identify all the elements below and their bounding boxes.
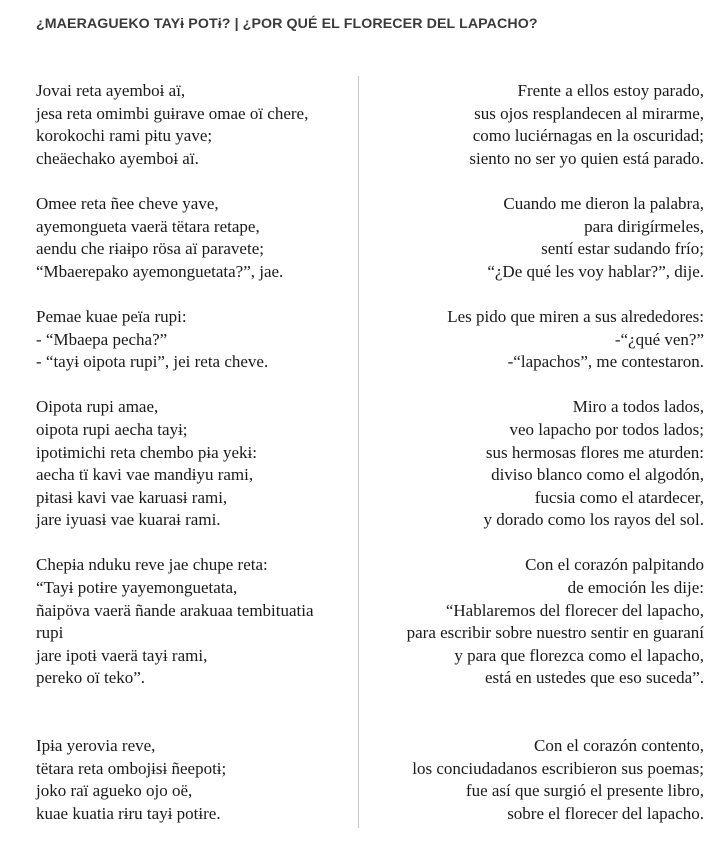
guarani-verse-line: Oipota rupi amae,: [36, 397, 159, 417]
guarani-verse-line: pɨtasɨ kavi vae karuasɨ rami,: [36, 487, 228, 507]
guarani-verse-line: - “tayɨ oipota rupi”, jei reta cheve.: [36, 352, 269, 372]
guarani-verse-line: Pemae kuae peïa rupi:: [36, 306, 187, 326]
guarani-verse-line: Omee reta ñee cheve yave,: [36, 193, 219, 213]
guarani-verse-line: aendu che rɨaɨpo rösa aï paravete;: [36, 239, 264, 259]
spanish-stanza: [366, 735, 704, 825]
guarani-verse-line: korokochi rami pɨtu yave;: [36, 126, 213, 146]
guarani-verse-line: jesa reta omimbi guɨrave omae oï chere,: [36, 103, 309, 123]
spanish-verse-line: fue así que surgió el presente libro,: [465, 781, 704, 801]
spanish-stanza: [366, 80, 704, 170]
spanish-verse-line: Frente a ellos estoy parado,: [517, 81, 704, 100]
spanish-verse-line: para escribir sobre nuestro sentir en guaraní: [406, 623, 704, 643]
spanish-verse-line: para dirigírmeles,: [584, 216, 704, 236]
page-title: ¿MAERAGUEKO TAYɨ POTɨ? | ¿POR QUÉ EL FLORECER DEL LAPACHO?: [36, 16, 538, 32]
spanish-verse-line: y para que florezca como el lapacho,: [454, 645, 704, 665]
spanish-verse-line: sentí estar sudando frío;: [541, 239, 704, 259]
guarani-stanza: [36, 554, 354, 690]
spanish-verse-line: los conciudadanos escribieron sus poemas;: [412, 758, 704, 778]
guarani-stanza: [36, 306, 354, 374]
spanish-verse-line: sobre el florecer del lapacho.: [507, 803, 704, 823]
guarani-column: [36, 80, 354, 848]
spanish-verse-line: de emoción les dije:: [567, 578, 704, 598]
spanish-stanza: [366, 306, 704, 374]
guarani-stanza: [36, 193, 354, 283]
spanish-stanza: [366, 193, 704, 283]
guarani-verse-line: - “Mbaepa pecha?”: [36, 329, 168, 349]
guarani-verse-line: jare ipotɨ vaerä tayɨ rami,: [36, 645, 208, 665]
spanish-verse-line: “¿De qué les voy hablar?”, dije.: [487, 261, 704, 281]
spanish-verse-line: -“¿qué ven?”: [614, 329, 704, 349]
spanish-verse-line: -“lapachos”, me contestaron.: [507, 352, 704, 372]
spanish-verse-line: como luciérnagas en la oscuridad;: [472, 126, 704, 146]
guarani-stanza: [36, 735, 354, 825]
guarani-verse-line: Ipɨa yerovia reve,: [36, 736, 156, 756]
spanish-verse-line: Miro a todos lados,: [572, 397, 704, 417]
spanish-verse-line: sus ojos resplandecen al mirarme,: [474, 103, 704, 123]
spanish-verse-line: diviso blanco como el algodón,: [491, 465, 704, 485]
spanish-stanza: [366, 396, 704, 532]
spanish-verse-line: Cuando me dieron la palabra,: [503, 193, 704, 213]
guarani-verse-line: jare iyuasɨ vae kuaraɨ rami.: [36, 510, 221, 530]
guarani-verse-line: ipotɨmichi reta chembo pɨa yekɨ:: [36, 442, 257, 462]
guarani-verse-line: tëtara reta ombojɨsɨ ñeepotɨ;: [36, 758, 227, 778]
spanish-verse-line: está en ustedes que eso suceda”.: [484, 668, 704, 688]
guarani-verse-line: ñaipöva vaerä ñande arakuaa tembituatia: [36, 600, 314, 620]
guarani-verse-line: cheäechako ayemboɨ aï.: [36, 148, 199, 168]
spanish-verse-line: y dorado como los rayos del sol.: [483, 510, 704, 530]
spanish-verse-line: sus hermosas flores me aturden:: [485, 442, 704, 462]
guarani-stanza: [36, 396, 354, 532]
spanish-verse-line: siento no ser yo quien está parado.: [469, 148, 704, 168]
guarani-verse-line: oipota rupi aecha tayɨ;: [36, 419, 188, 439]
spanish-column: [366, 80, 704, 848]
guarani-verse-line: pereko oï teko”.: [36, 668, 146, 688]
guarani-verse-line: Chepɨa nduku reve jae chupe reta:: [36, 555, 268, 575]
guarani-verse-line: joko raï agueko ojo oë,: [36, 781, 193, 801]
spanish-verse-line: Con el corazón palpitando: [525, 555, 704, 575]
column-divider: [358, 76, 359, 828]
spanish-verse-line: fucsia como el atardecer,: [534, 487, 704, 507]
guarani-stanza: [36, 80, 354, 170]
spanish-verse-line: Les pido que miren a sus alrededores:: [447, 306, 704, 326]
guarani-verse-line: “Tayɨ potɨre yayemonguetata,: [36, 578, 238, 598]
guarani-verse-line: ayemongueta vaerä tëtara retape,: [36, 216, 260, 236]
spanish-stanza: [366, 554, 704, 690]
guarani-verse-line: rupi: [36, 623, 64, 643]
spanish-verse-line: veo lapacho por todos lados;: [509, 419, 704, 439]
guarani-verse-line: Jovai reta ayemboɨ aï,: [36, 81, 186, 100]
guarani-verse-line: aecha tï kavi vae mandɨyu rami,: [36, 465, 254, 485]
spanish-verse-line: Con el corazón contento,: [534, 736, 704, 756]
guarani-verse-line: “Mbaerepako ayemonguetata?”, jae.: [36, 261, 284, 281]
spanish-verse-line: “Hablaremos del florecer del lapacho,: [445, 600, 704, 620]
guarani-verse-line: kuae kuatia rɨru tayɨ potɨre.: [36, 803, 221, 823]
